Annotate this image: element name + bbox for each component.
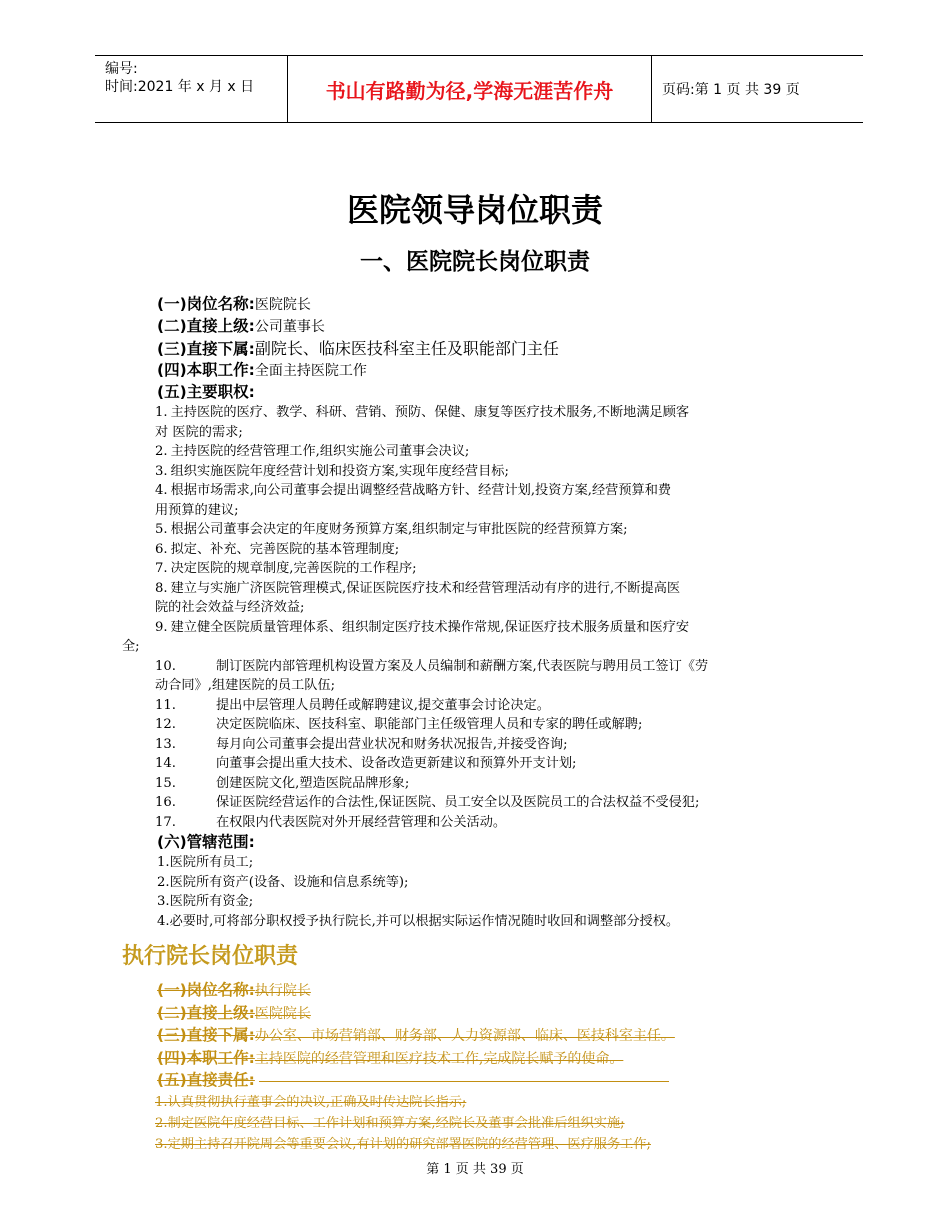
exec-section	[122, 939, 842, 1155]
list-item: 1.医院所有员工;	[157, 855, 254, 870]
field-value: 医院院长	[254, 1005, 311, 1022]
scope-list	[122, 853, 842, 931]
field-value: 执行院长	[254, 983, 311, 999]
field-value: 医院院长	[254, 297, 311, 313]
item-number: 16.	[155, 795, 176, 810]
list-item: 3.医院所有资金;	[157, 894, 254, 909]
item-text-cont: 院的社会效益与经济效益;	[155, 600, 305, 615]
item-number: 14.	[155, 756, 176, 771]
field-label: (二)直接上级:	[157, 317, 255, 335]
item-text: 在权限内代表医院对外开展经营管理和公关活动。	[216, 814, 507, 830]
item-number: 10.	[155, 658, 176, 674]
item-number: 15.	[155, 775, 176, 791]
list-item	[122, 813, 842, 833]
section1-fields	[122, 294, 842, 403]
field-label: (六)管辖范围:	[157, 833, 255, 851]
list-item	[122, 520, 842, 540]
field-value: 办公室、市场营销部、财务部、人力资源部、临床、医技科室主任。	[254, 1028, 675, 1044]
item-number: 1.	[155, 405, 168, 420]
list-item	[122, 618, 842, 638]
field-label: (五)直接责任:	[157, 1071, 255, 1089]
list-item	[122, 540, 842, 560]
field-superior	[122, 316, 842, 338]
list-item: 1.认真贯彻执行董事会的决议,正确及时传达院长指示;	[155, 1094, 467, 1110]
item-text: 根据公司董事会决定的年度财务预算方案,组织制定与审批医院的经营预算方案;	[170, 522, 628, 537]
time-label: 时间:2021 年 x 月 x 日	[105, 79, 255, 95]
item-text-cont: 动合同》,组建医院的员工队伍;	[155, 678, 336, 693]
item-text: 主持医院的经营管理工作,组织实施公司董事会决议;	[170, 444, 470, 459]
item-text: 提出中层管理人员聘任或解聘建议,提交董事会讨论决定。	[216, 697, 550, 713]
document-body	[122, 294, 842, 1155]
item-text: 建立与实施广济医院管理模式,保证医院医疗技术和经营管理活动有序的进行,不断提高医	[170, 580, 681, 596]
list-item: 2.医院所有资产(设备、设施和信息系统等);	[157, 874, 409, 890]
item-text-cont: 对 医院的需求;	[155, 424, 243, 440]
field-label: (三)直接下属:	[157, 340, 255, 358]
item-number: 13.	[155, 736, 176, 752]
item-number: 2.	[155, 444, 168, 459]
header-table	[95, 55, 863, 123]
exec-field-superior	[122, 1003, 842, 1026]
item-text: 创建医院文化,塑造医院品牌形象;	[216, 775, 410, 791]
page-footer: 第 1 页 共 39 页	[426, 1162, 524, 1177]
number-label: 编号:	[105, 61, 138, 77]
underline-rule	[259, 1080, 669, 1082]
field-label: (五)主要职权:	[157, 383, 255, 401]
item-number: 7.	[155, 561, 168, 576]
exec-field-post-name	[122, 980, 842, 1003]
item-number: 11.	[155, 697, 176, 713]
field-label: (一)岗位名称:	[157, 981, 255, 999]
list-item: 3.定期主持召开院周会等重要会议,有计划的研究部署医院的经营管理、医疗服务工作;	[155, 1136, 651, 1152]
item-text: 主持医院的医疗、教学、科研、营销、预防、保健、康复等医疗技术服务,不断地满足顾客	[170, 405, 690, 420]
field-value: 主持医院的经营管理和医疗技术工作,完成院长赋予的使命。	[254, 1050, 624, 1067]
item-text-cont: 全;	[122, 639, 140, 654]
powers-list	[122, 403, 842, 832]
list-item	[122, 715, 842, 735]
item-number: 6.	[155, 541, 168, 557]
item-text: 组织实施医院年度经营计划和投资方案,实现年度经营目标;	[170, 463, 509, 479]
field-powers	[122, 382, 842, 403]
item-text: 制订医院内部管理机构设置方案及人员编制和薪酬方案,代表医院与聘用员工签订《劳	[216, 658, 709, 674]
field-post-name	[122, 294, 842, 316]
list-item	[122, 657, 842, 696]
list-item	[122, 754, 842, 774]
item-text: 拟定、补充、完善医院的基本管理制度;	[170, 541, 400, 557]
motto: 书山有路勤为径,学海无涯苦作舟	[288, 56, 652, 122]
exec-field-responsibilities	[122, 1070, 842, 1092]
list-item: 2.制定医院年度经营目标、工作计划和预算方案,经院长及董事会批准后组织实施;	[155, 1115, 625, 1131]
list-item-continuation	[122, 637, 842, 657]
list-item	[122, 403, 842, 442]
page-info: 页码:第 1 页 共 39 页	[662, 82, 800, 98]
list-item	[122, 735, 842, 755]
item-text: 根据市场需求,向公司董事会提出调整经营战略方针、经营计划,投资方案,经营预算和费	[170, 483, 672, 498]
item-number: 9.	[155, 619, 168, 635]
field-value: 副院长、临床医技科室主任及职能部门主任	[254, 339, 559, 358]
list-item	[122, 462, 842, 482]
item-text: 建立健全医院质量管理体系、组织制定医疗技术操作常规,保证医疗技术服务质量和医疗安	[170, 619, 690, 635]
field-scope	[122, 832, 842, 853]
item-number: 12.	[155, 717, 176, 732]
field-label: (四)本职工作:	[157, 361, 255, 379]
list-item: 4.必要时,可将部分职权授予执行院长,并可以根据实际运作情况随时收回和调整部分授权。	[157, 913, 680, 929]
list-item	[122, 481, 842, 520]
field-subordinates	[122, 338, 842, 360]
item-text: 每月向公司董事会提出营业状况和财务状况报告,并接受咨询;	[216, 736, 568, 752]
item-number: 5.	[155, 522, 168, 537]
list-item	[122, 559, 842, 579]
exec-section-title: 执行院长岗位职责	[122, 944, 299, 969]
item-text: 决定医院的规章制度,完善医院的工作程序;	[170, 561, 417, 576]
field-value: 公司董事长	[254, 319, 325, 335]
field-label: (一)岗位名称:	[157, 295, 255, 313]
field-value: 全面主持医院工作	[254, 363, 367, 379]
header-left-cell	[95, 56, 288, 122]
field-label: (三)直接下属:	[157, 1026, 255, 1044]
document-title: 医院领导岗位职责	[346, 191, 603, 229]
list-item	[122, 696, 842, 716]
list-item	[122, 793, 842, 813]
exec-field-subordinates	[122, 1025, 842, 1048]
item-text: 保证医院经营运作的合法性,保证医院、员工安全以及医院员工的合法权益不受侵犯;	[216, 795, 700, 810]
item-number: 3.	[155, 463, 168, 479]
item-number: 4.	[155, 483, 168, 498]
list-item	[122, 774, 842, 794]
section-title: 一、医院院长岗位职责	[360, 249, 590, 275]
item-number: 17.	[155, 814, 176, 830]
item-text: 决定医院临床、医技科室、职能部门主任级管理人员和专家的聘任或解聘;	[216, 717, 643, 732]
field-duty	[122, 360, 842, 382]
item-text: 向董事会提出重大技术、设备改造更新建议和预算外开支计划;	[216, 756, 577, 771]
list-item	[122, 442, 842, 462]
field-label: (二)直接上级:	[157, 1003, 255, 1022]
list-item	[122, 579, 842, 618]
item-number: 8.	[155, 580, 168, 596]
field-label: (四)本职工作:	[157, 1048, 255, 1067]
item-text-cont: 用预算的建议;	[155, 502, 239, 518]
exec-field-duty	[122, 1048, 842, 1071]
